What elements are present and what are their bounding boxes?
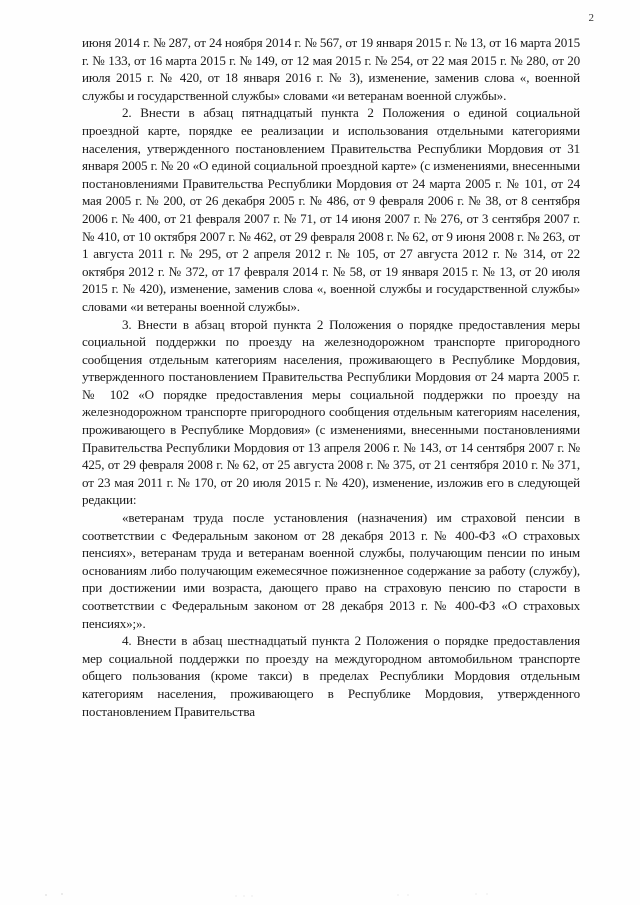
paragraph-item-2: 2. Внести в абзац пятнадцатый пункта 2 Положения о единой социальной проездной карте, порядке ее реализации и использования отдельными категориями населения, утвержденного постановлением Правительства Республики Мордовия от 31 января 2005 г. № 20 «О единой социальной проездной карте» (с изменениями, внесенными постановлениями Правительства Республики Мордовия от 24 марта 2005 г. № 101, от 24 мая 2005 г. № 200, от 26 декабря 2005 г. № 486, от 9 февраля 2006 г. № 38, от 8 сентября 2006 г. № 400, от 21 февраля 2007 г. № 71, от 14 июня 2007 г. № 276, от 3 сентября 2007 г. № 410, от 10 октября 2007 г. № 462, от 29 февраля 2008 г. № 62, от 9 июня 2008 г. № 263, от 1 августа 2011 г. № 295, от 2 апреля 2012 г. № 105, от 27 августа 2012 г. № 314, от 22 октября 2012 г. № 372, от 17 февраля 2014 г. № 58, от 19 января 2015 г. № 13, от 20 июля 2015 г. № 420), изменение, заменив слова «, военной службы и государственной службы» словами «и ветераны военной службы». bbox=[82, 105, 580, 314]
paragraph-item-3: 3. Внести в абзац второй пункта 2 Положения о порядке предоставления меры социальной поддержки по проезду на железнодорожном транспорте пригородного сообщения отдельным категориям населения, проживающего в Республике Мордовия, утвержденного постановлением Правительства Республики Мордовия от 24 марта 2005 г. № 102 «О порядке предоставления меры социальной поддержки по проезду на железнодорожном транспорте пригородного сообщения отдельным категориям населения, проживающего в Республике Мордовия» (с изменениями, внесенными постановлениями Правительства Республики Мордовия от 13 апреля 2006 г. № 143, от 14 сентября 2007 г. № 425, от 29 февраля 2008 г. № 62, от 25 августа 2008 г. № 375, от 21 сентября 2010 г. № 371, от 23 мая 2011 г. № 170, от 20 июля 2015 г. № 420), изменение, изложив его в следующей редакции: bbox=[82, 316, 580, 508]
document-body bbox=[82, 34, 580, 720]
scan-noise bbox=[40, 889, 560, 899]
page-number: 2 bbox=[588, 12, 594, 24]
paragraph-continuation: июня 2014 г. № 287, от 24 ноября 2014 г. № 567, от 19 января 2015 г. № 13, от 16 марта 2015 г. № 133, от 16 марта 2015 г. № 149, от 12 мая 2015 г. № 254, от 22 мая 2015 г. № 280, от 20 июля 2015 г. № 420, от 18 января 2016 г. № 3), изменение, заменив слова «, военной службы и государственной службы» словами «и ветеранам военной службы». bbox=[82, 35, 580, 103]
paragraph-quoted-edit: «ветеранам труда после установления (назначения) им страховой пенсии в соответствии с Федеральным законом от 28 декабря 2013 г. № 400-ФЗ «О страховых пенсиях», ветеранам труда и ветеранам военной службы, получающим пенсии по иным основаниям либо получающим ежемесячное пожизненное содержание за работу (службу), при достижении ими возраста, дающего право на страховую пенсию по старости в соответствии с Федеральным законом от 28 декабря 2013 г. № 400-ФЗ «О страховых пенсиях»;». bbox=[82, 510, 580, 631]
paragraph-item-4: 4. Внести в абзац шестнадцатый пункта 2 Положения о порядке предоставления мер социальной поддержки по проезду на междугородном автомобильном транспорте общего пользования (кроме такси) в пределах Республики Мордовия отдельным категориям населения, проживающего в Республике Мордовия, утвержденного постановлением Правительства bbox=[82, 633, 580, 719]
